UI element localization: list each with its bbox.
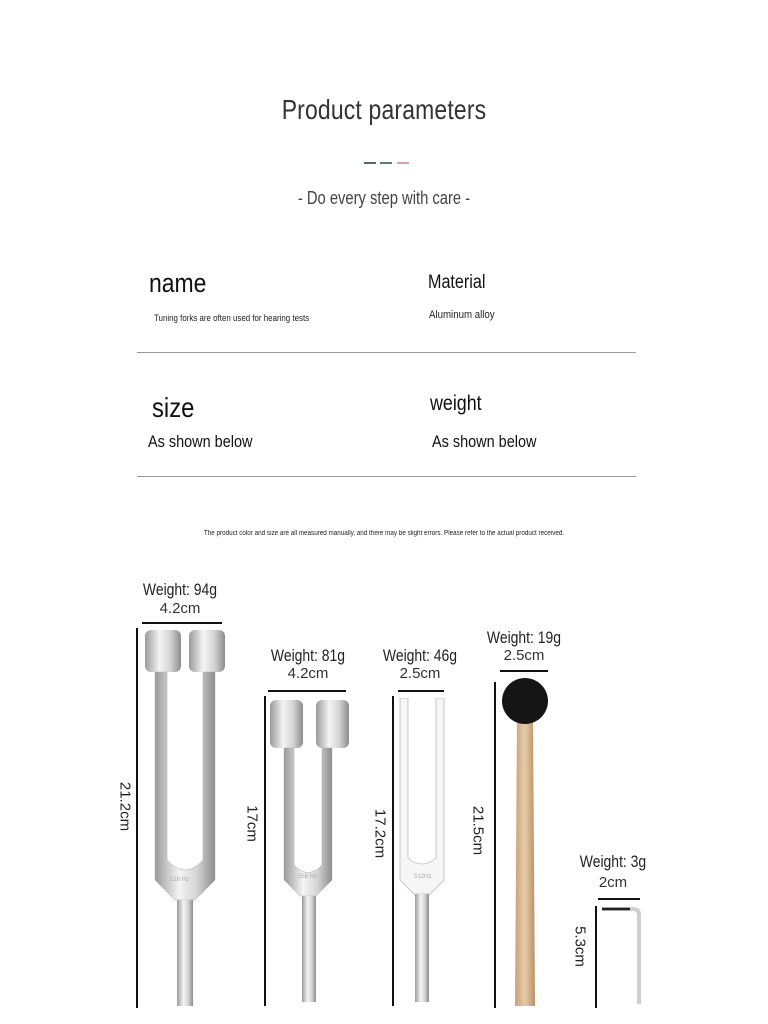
height-dimension-line bbox=[136, 628, 138, 1008]
page-title: Product parameters bbox=[281, 94, 487, 125]
tuning-fork-128-image bbox=[143, 630, 228, 1010]
width-label-512: 2.5cm bbox=[399, 665, 441, 682]
divider-rule bbox=[137, 352, 636, 353]
height-dimension-line bbox=[392, 696, 394, 1006]
divider-rule bbox=[137, 476, 636, 477]
param-value-size: As shown below bbox=[148, 432, 253, 451]
param-value-name: Tuning forks are often used for hearing tests bbox=[154, 313, 310, 323]
mallet-image bbox=[500, 678, 550, 1008]
param-label-weight: weight bbox=[430, 392, 482, 415]
height-dimension-line bbox=[264, 696, 266, 1006]
width-dimension-line bbox=[268, 690, 346, 692]
divider-dash-1 bbox=[364, 162, 376, 164]
param-value-weight: As shown below bbox=[432, 432, 537, 451]
width-label-128: 4.2cm bbox=[159, 600, 201, 617]
weight-label-256: Weight: 81g bbox=[270, 646, 346, 665]
hex-key-image bbox=[600, 906, 644, 1008]
height-label-mallet: 21.5cm bbox=[469, 805, 487, 856]
weight-label-hexkey: Weight: 3g bbox=[579, 852, 647, 871]
width-label-hexkey: 2cm bbox=[598, 874, 628, 891]
height-dimension-line bbox=[494, 682, 496, 1008]
engraving-128: 128 Hz bbox=[170, 877, 190, 883]
engraving-256: 256 Hz bbox=[298, 874, 318, 880]
height-label-256: 17cm bbox=[243, 805, 261, 842]
weight-label-mallet: Weight: 19g bbox=[486, 628, 562, 647]
height-label-hexkey: 5.3cm bbox=[571, 926, 589, 967]
engraving-512: 512Hz bbox=[414, 874, 432, 880]
width-dimension-line bbox=[398, 690, 444, 692]
width-dimension-line bbox=[500, 670, 548, 672]
height-dimension-line bbox=[595, 906, 597, 1008]
param-label-material: Material bbox=[428, 272, 486, 293]
height-label-128: 21.2cm bbox=[116, 781, 134, 832]
width-dimension-line bbox=[142, 622, 222, 624]
tuning-fork-512-image bbox=[398, 698, 446, 1006]
weight-label-512: Weight: 46g bbox=[382, 646, 458, 665]
divider-dash-2 bbox=[380, 162, 392, 164]
width-dimension-line bbox=[598, 898, 640, 900]
width-label-mallet: 2.5cm bbox=[503, 647, 545, 664]
param-label-size: size bbox=[152, 392, 195, 423]
param-label-name: name bbox=[149, 268, 207, 298]
divider-dash-3 bbox=[397, 162, 409, 164]
param-value-material: Aluminum alloy bbox=[429, 309, 495, 321]
tuning-fork-256-image bbox=[268, 700, 350, 1006]
height-label-512: 17.2cm bbox=[371, 808, 389, 859]
subtitle: - Do every step with care - bbox=[297, 188, 471, 208]
width-label-256: 4.2cm bbox=[287, 665, 329, 682]
disclaimer: The product color and size are all measured manually, and there may be slight errors. Please refer to the actual product received. bbox=[203, 530, 565, 537]
weight-label-128: Weight: 94g bbox=[142, 580, 218, 599]
